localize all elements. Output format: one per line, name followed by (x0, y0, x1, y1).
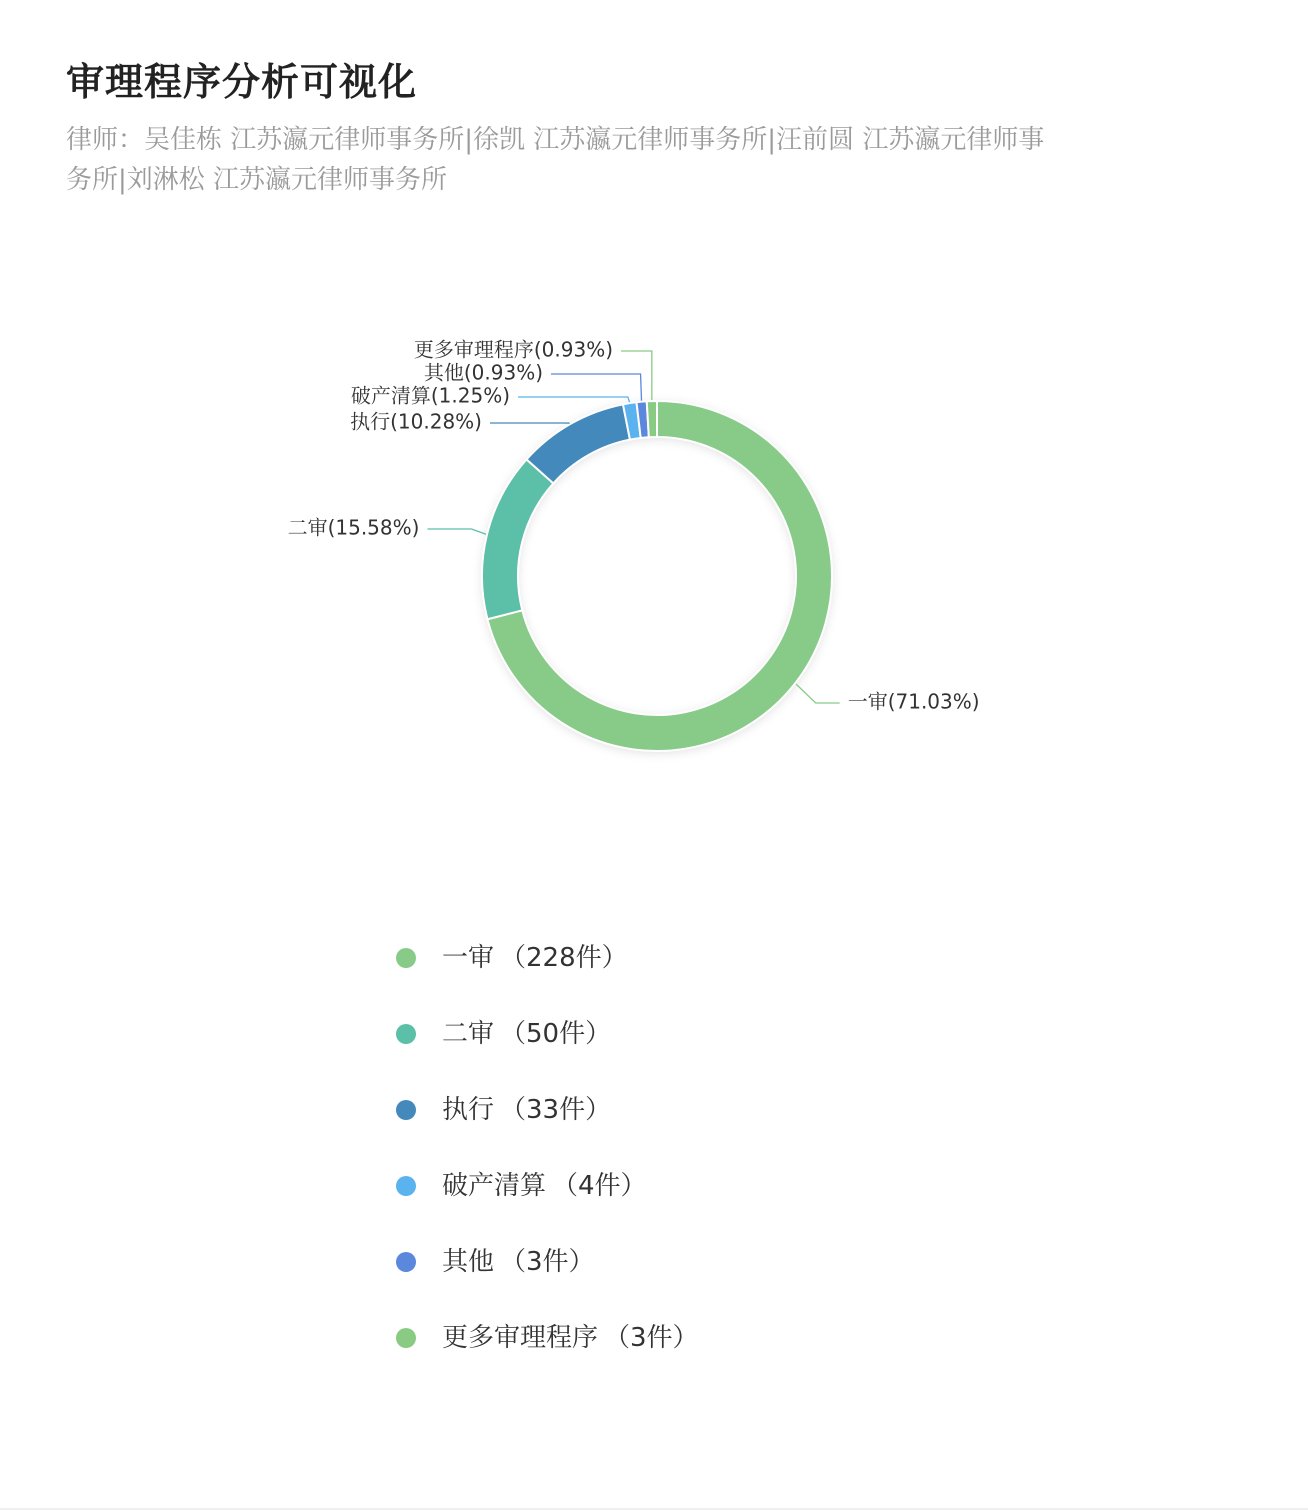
legend-dot-icon (396, 1024, 416, 1044)
legend-label: 更多审理程序 (442, 1323, 599, 1353)
leader-line (796, 684, 840, 703)
legend-label: 二审 (442, 1019, 495, 1049)
donut-slice[interactable] (647, 401, 657, 437)
leader-line (518, 397, 630, 402)
labels-layer (288, 338, 980, 714)
legend-item[interactable] (394, 1224, 699, 1300)
legend-label: 执行 (442, 1095, 495, 1125)
legend-item[interactable] (394, 920, 699, 996)
legend-count: （3件） (604, 1323, 699, 1353)
slice-label: 执行(10.28%) (350, 409, 482, 434)
slice-label: 一审(71.03%) (847, 689, 980, 714)
chart-subtitle: 律师：吴佳栋 江苏瀛元律师事务所|徐凯 江苏瀛元律师事务所|汪前圆 江苏瀛元律师事务所|刘淋松 江苏瀛元律师事务所 (66, 125, 1045, 195)
leader-line (427, 529, 486, 534)
legend-count: （50件） (500, 1019, 612, 1049)
donut-slice[interactable] (526, 404, 629, 483)
legend-dot-icon (396, 1328, 416, 1348)
donut-slice[interactable] (482, 459, 553, 619)
legend-count: （33件） (500, 1095, 612, 1125)
leader-line (621, 351, 652, 400)
chart-title: 审理程序分析可视化 (66, 60, 418, 104)
legend-dot-icon (396, 1252, 416, 1272)
legend-label: 破产清算 (442, 1171, 547, 1201)
legend-dot-icon (396, 1100, 416, 1120)
legend-label: 一审 (442, 943, 495, 973)
legend-count: （4件） (552, 1171, 647, 1201)
legend-count: （3件） (500, 1247, 595, 1277)
slices-layer (482, 401, 832, 751)
slice-label: 更多审理程序(0.93%) (413, 337, 613, 362)
legend-dot-icon (396, 948, 416, 968)
legend-dot-icon (396, 1176, 416, 1196)
legend-label: 其他 (442, 1247, 495, 1277)
slice-label: 二审(15.58%) (287, 515, 420, 540)
legend-item[interactable] (394, 1072, 699, 1148)
legend-item[interactable] (394, 996, 699, 1072)
legend-item[interactable] (394, 1300, 699, 1376)
legend-count: （228件） (500, 943, 628, 973)
legend (394, 920, 699, 1376)
slice-label: 其他(0.93%) (423, 360, 543, 385)
slice-label: 破产清算(1.25%) (350, 383, 510, 408)
legend-item[interactable] (394, 1148, 699, 1224)
